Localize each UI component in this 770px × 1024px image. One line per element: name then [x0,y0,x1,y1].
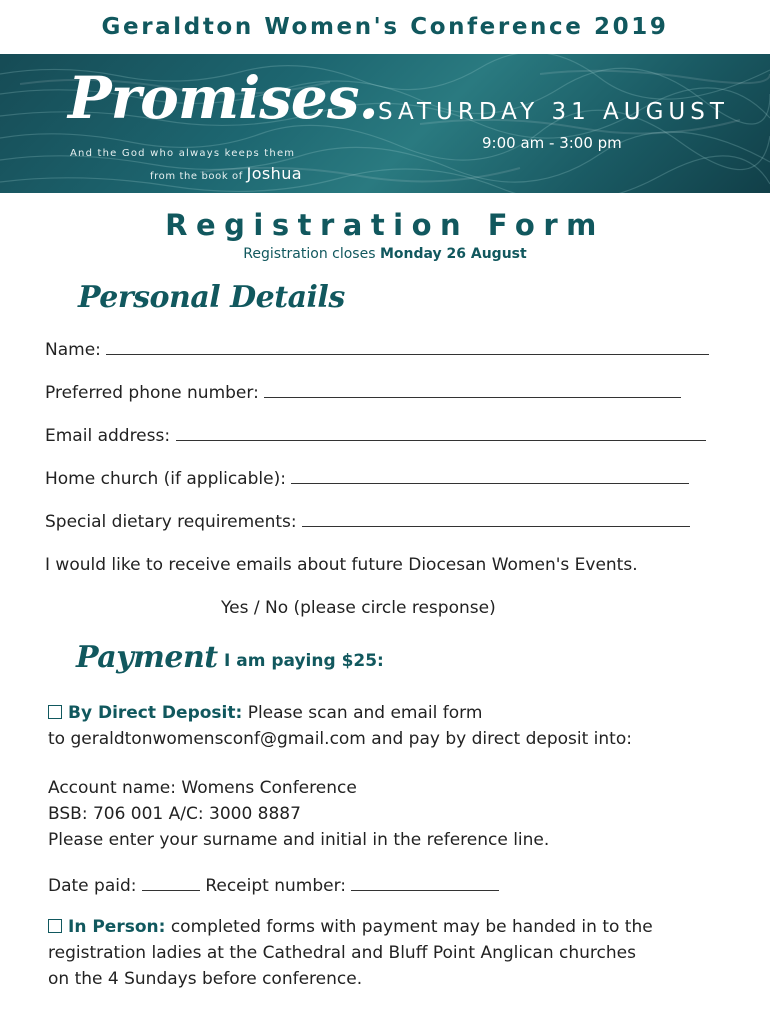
email-line[interactable] [176,427,706,441]
bsb-account: BSB: 706 001 A/C: 3000 8887 [48,804,301,824]
in-person-label: In Person: [68,917,166,937]
church-field[interactable] [45,469,689,489]
phone-label: Preferred phone number: [45,383,259,403]
registration-title: Registration Form [165,208,605,242]
in-person-text-3: on the 4 Sundays before conference. [48,969,363,989]
reference-instruction: Please enter your surname and initial in the reference line. [48,830,550,850]
date-paid-line[interactable] [142,877,200,891]
event-date: SATURDAY 31 AUGUST [378,99,729,125]
receipt-label: Receipt number: [205,876,346,896]
date-receipt-row[interactable] [48,873,499,899]
email-label: Email address: [45,426,171,446]
dietary-label: Special dietary requirements: [45,512,297,532]
closes-date: Monday 26 August [379,246,527,262]
in-person-checkbox[interactable] [48,919,62,933]
email-field[interactable] [45,426,706,446]
tagline-source [150,164,302,183]
direct-deposit-label: By Direct Deposit: [68,703,243,723]
tagline-prefix: from the book of [150,171,243,182]
direct-deposit-option[interactable] [48,700,632,752]
tagline-book: Joshua [246,164,302,183]
banner [0,54,770,193]
personal-details-heading: Personal Details [78,280,345,315]
closes-prefix: Registration closes [243,246,376,262]
dietary-field[interactable] [45,512,690,532]
date-paid-label: Date paid: [48,876,137,896]
name-line[interactable] [106,341,709,355]
account-details [48,775,549,853]
theme-title: Promises. [68,64,378,132]
payment-heading: Payment [76,640,218,675]
church-label: Home church (if applicable): [45,469,286,489]
event-time: 9:00 am - 3:00 pm [482,134,622,152]
in-person-option[interactable] [48,914,653,992]
church-line[interactable] [291,470,689,484]
direct-deposit-checkbox[interactable] [48,705,62,719]
account-name: Account name: Womens Conference [48,778,357,798]
dietary-line[interactable] [302,513,690,527]
paying-amount: I am paying $25: [224,651,384,671]
name-label: Name: [45,340,101,360]
tagline: And the God who always keeps them [70,148,296,159]
phone-field[interactable] [45,383,681,403]
email-optin-text: I would like to receive emails about future Diocesan Women's Events. [45,555,638,575]
receipt-line[interactable] [351,877,499,891]
direct-deposit-text-2: to geraldtonwomensconf@gmail.com and pay by direct deposit into: [48,729,632,749]
in-person-text-2: registration ladies at the Cathedral and Bluff Point Anglican churches [48,943,636,963]
in-person-text-1: completed forms with payment may be handed in to the [170,917,653,937]
direct-deposit-text-1: Please scan and email form [247,703,483,723]
phone-line[interactable] [264,384,681,398]
registration-closes [0,246,770,262]
name-field[interactable] [45,340,709,360]
yes-no-choice[interactable]: Yes / No (please circle response) [221,598,496,618]
conference-title: Geraldton Women's Conference 2019 [101,14,669,40]
